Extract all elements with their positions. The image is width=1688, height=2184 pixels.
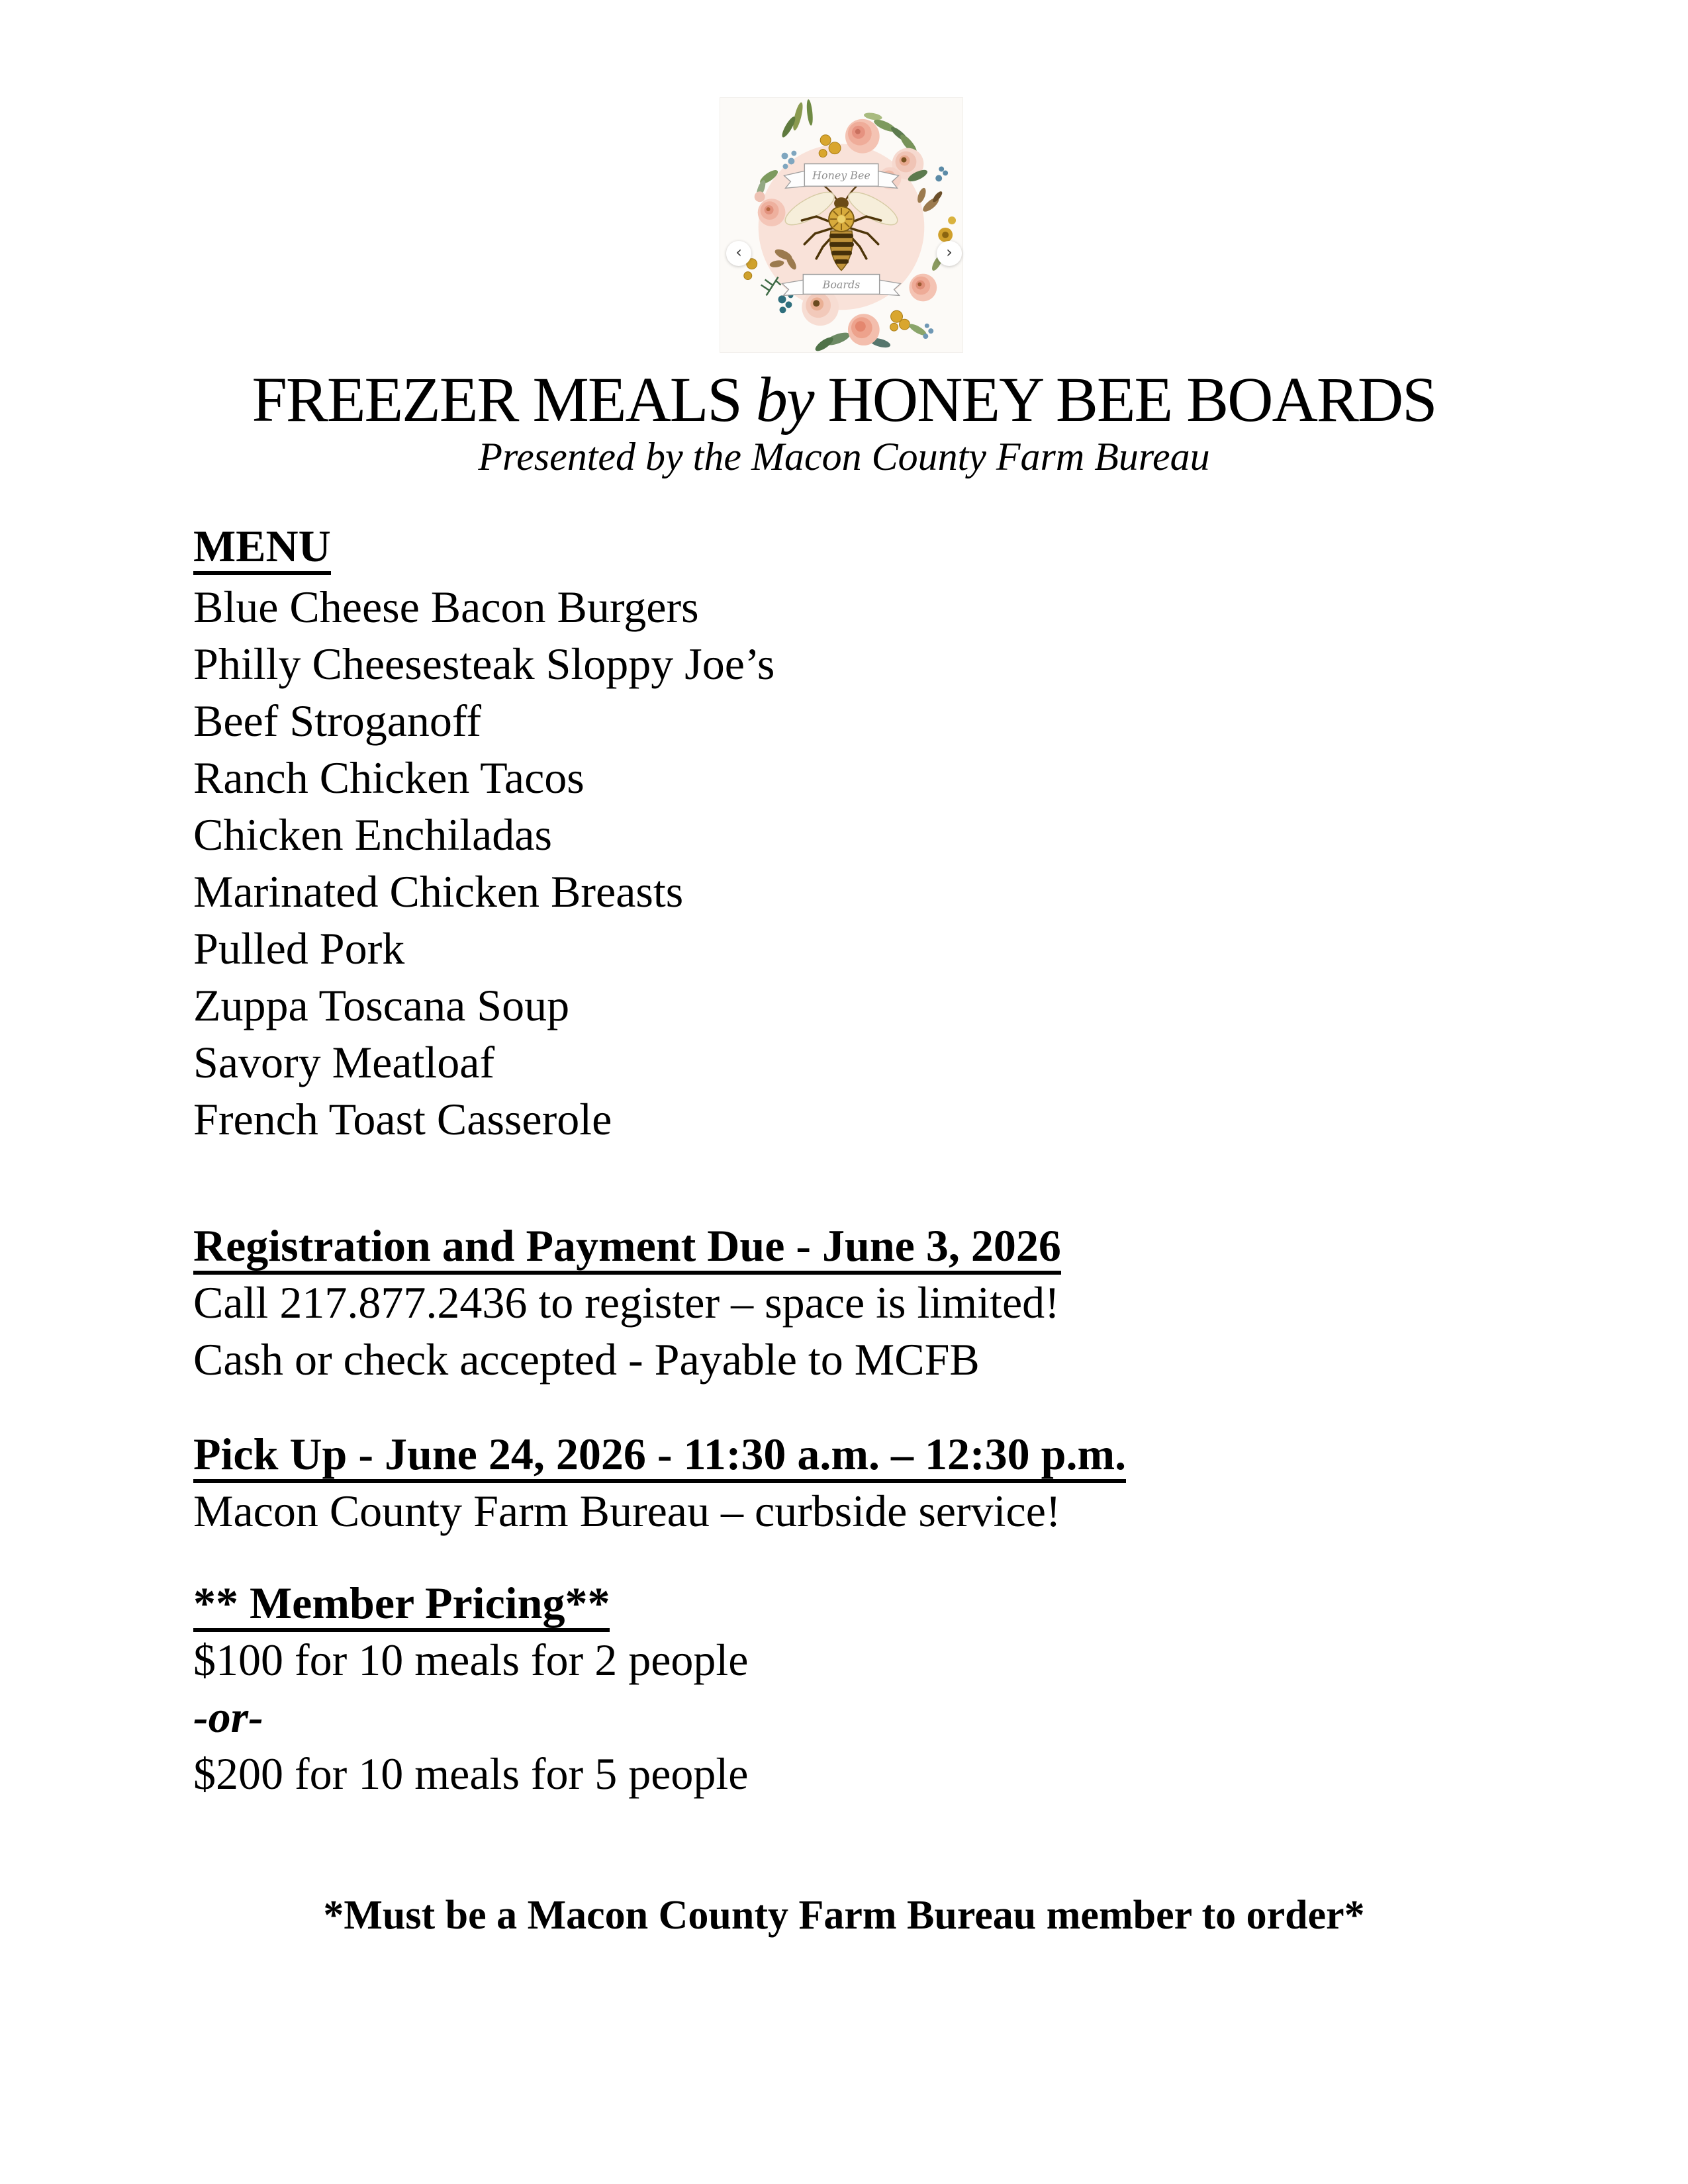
title-by: by [755, 364, 814, 435]
menu-item: Blue Cheese Bacon Burgers [193, 582, 699, 632]
menu-item: Pulled Pork [193, 923, 405, 974]
rose-left [758, 199, 786, 226]
pricing-or-separator: -or- [193, 1692, 263, 1742]
registration-section [193, 1217, 1623, 1388]
title-part1: FREEZER MEALS [252, 364, 756, 435]
pricing-section [193, 1574, 1623, 1802]
logo-banner-bottom-text: Boards [822, 278, 861, 291]
rose-bottom [848, 314, 880, 345]
menu-item: Philly Cheesesteak Sloppy Joe’s [193, 639, 775, 689]
page-subtitle: Presented by the Macon County Farm Bureau [478, 435, 1210, 478]
carousel-prev-button[interactable] [726, 241, 751, 266]
flyer-body [193, 518, 1623, 1802]
page-title [0, 364, 1688, 435]
registration-line: Call 217.877.2436 to register – space is limited! [193, 1277, 1060, 1328]
menu-item: Beef Stroganoff [193, 696, 481, 746]
title-part2: HONEY BEE BOARDS [813, 364, 1436, 435]
pickup-section [193, 1426, 1623, 1539]
member-footnote: *Must be a Macon County Farm Bureau member to order* [323, 1893, 1365, 1938]
menu-item: French Toast Casserole [193, 1094, 612, 1144]
registration-line: Cash or check accepted - Payable to MCFB [193, 1334, 980, 1385]
chevron-right-icon: › [946, 243, 953, 261]
pricing-option: $200 for 10 meals for 5 people [193, 1749, 749, 1799]
menu-item: Ranch Chicken Tacos [193, 752, 585, 803]
rose-right [909, 274, 937, 302]
menu-item: Chicken Enchiladas [193, 809, 552, 860]
pricing-heading: ** Member Pricing** [193, 1574, 1623, 1631]
menu-item: Savory Meatloaf [193, 1037, 495, 1087]
menu-list [193, 578, 1623, 1148]
carousel-next-button[interactable] [937, 241, 962, 266]
pricing-option: $100 for 10 meals for 2 people [193, 1635, 749, 1685]
menu-item: Zuppa Toscana Soup [193, 980, 570, 1030]
menu-item: Marinated Chicken Breasts [193, 866, 684, 917]
pickup-heading: Pick Up - June 24, 2026 - 11:30 a.m. – 12:30 p.m. [193, 1426, 1623, 1482]
chevron-left-icon: ‹ [735, 243, 742, 261]
honey-bee-boards-logo [720, 97, 963, 353]
floral-bee-wreath-illustration [720, 98, 962, 352]
pickup-line: Macon County Farm Bureau – curbside service! [193, 1486, 1061, 1536]
menu-heading: MENU [193, 518, 1623, 574]
registration-heading: Registration and Payment Due - June 3, 2026 [193, 1217, 1623, 1274]
rose-top [845, 119, 880, 154]
logo-banner-top-text: Honey Bee [812, 169, 870, 182]
